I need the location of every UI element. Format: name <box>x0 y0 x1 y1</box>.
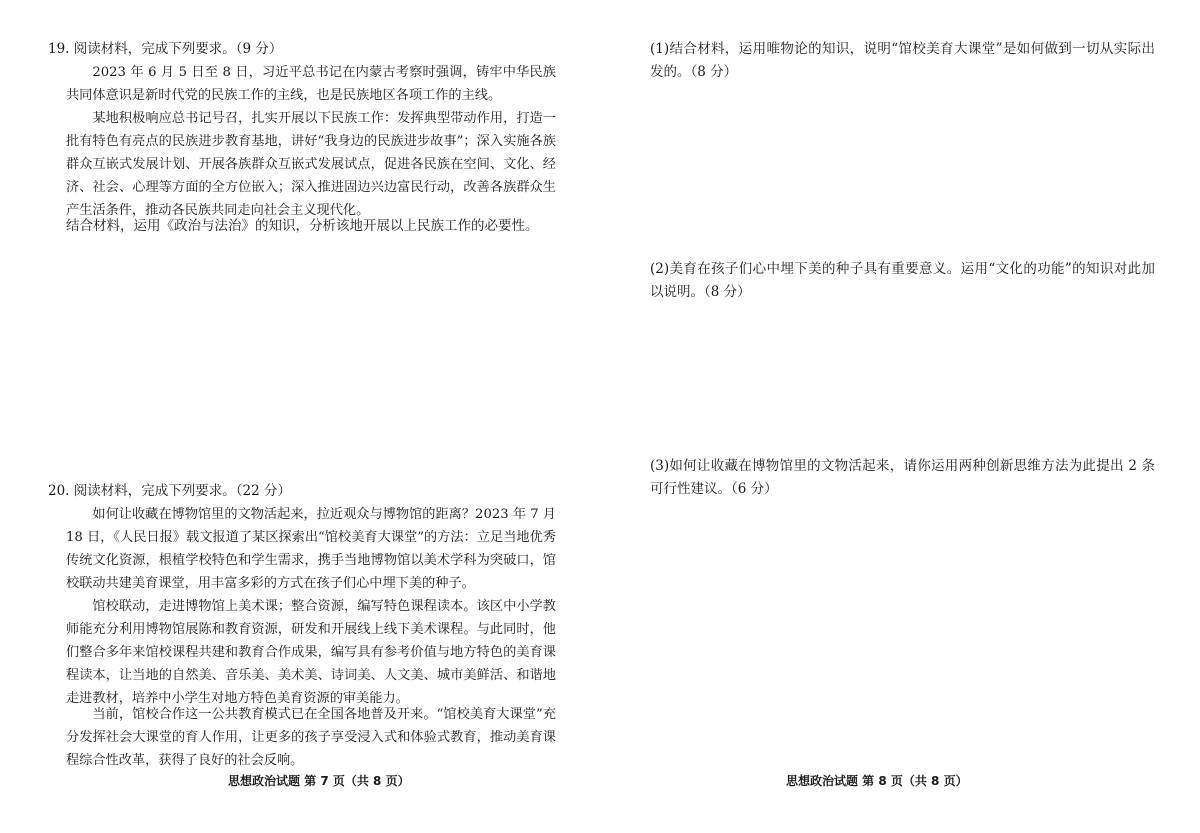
page-footer-8: 思想政治试题 第 8 页（共 8 页） <box>786 774 968 788</box>
question-20-part-3: (3)如何让收藏在博物馆里的文物活起来，请你运用两种创新思维方法为此提出 2 条可行性建议。（6 分） <box>650 458 1155 497</box>
question-20-title: 20. 阅读材料，完成下列要求。（22 分） <box>48 483 291 499</box>
question-20-part-1: (1)结合材料，运用唯物论的知识，说明“馆校美育大课堂”是如何做到一切从实际出发的。（8 分） <box>650 41 1155 80</box>
question-20-material-para-3: 当前，馆校合作这一公共教育模式已在全国各地普及开来。“馆校美育大课堂”充分发挥社会大课堂的育人作用，让更多的孩子享受浸入式和体验式教育，推动美育课程综合性改革，获得了良好的社会反响。 <box>66 707 556 768</box>
question-20-material-para-1: 如何让收藏在博物馆里的文物活起来，拉近观众与博物馆的距离？2023 年 7 月 18 日，《人民日报》载文报道了某区探索出“馆校美育大课堂”的方法：立足当地优秀传统文化资源，根植学校特色和学生需求，携手当地博物馆以美术学科为突破口，馆校联动共建美育课堂，用丰富多彩的方式在孩子们心中埋下美的种子。 <box>66 507 556 591</box>
question-19-task: 结合材料，运用《政治与法治》的知识，分析该地开展以上民族工作的必要性。 <box>66 218 539 234</box>
page-footer-7: 思想政治试题 第 7 页（共 8 页） <box>228 774 410 788</box>
question-19-material-para-2: 某地积极响应总书记号召，扎实开展以下民族工作：发挥典型带动作用，打造一批有特色有亮点的民族进步教育基地，讲好“我身边的民族进步故事”；深入实施各族群众互嵌式发展计划、开展各族群众互嵌式发展试点，促进各民族在空间、文化、经济、社会、心理等方面的全方位嵌入；深入推进固边兴边富民行动，改善各族群众生产生活条件，推动各民族共同走向社会主义现代化。 <box>66 111 556 218</box>
question-19-material-para-1: 2023 年 6 月 5 日至 8 日，习近平总书记在内蒙古考察时强调，铸牢中华民族共同体意识是新时代党的民族工作的主线，也是民族地区各项工作的主线。 <box>66 65 556 103</box>
question-19-title: 19. 阅读材料，完成下列要求。（9 分） <box>48 41 283 57</box>
question-20-part-2: (2)美育在孩子们心中埋下美的种子具有重要意义。运用“文化的功能”的知识对此加以说明。（8 分） <box>650 261 1155 300</box>
right-page <box>600 0 1200 833</box>
question-20-material-para-2: 馆校联动，走进博物馆上美术课；整合资源，编写特色课程读本。该区中小学教师能充分利用博物馆展陈和教育资源，研发和开展线上线下美术课程。与此同时，他们整合多年来馆校课程共建和教育合作成果，编写具有参考价值与地方特色的美育课程读本，让当地的自然美、音乐美、美术美、诗词美、人文美、城市美鲜活、和谐地走进教材，培养中小学生对地方特色美育资源的审美能力。 <box>66 599 556 706</box>
